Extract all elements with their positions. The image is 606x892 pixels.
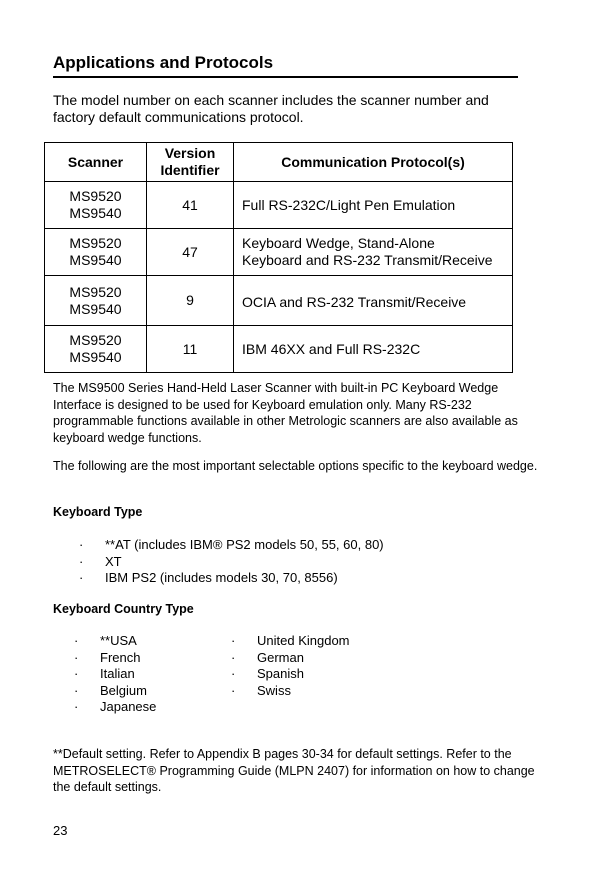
list-item (231, 683, 350, 700)
list-item (79, 554, 384, 571)
version-cell: 9 (147, 276, 234, 326)
options-paragraph: The following are the most important selectable options specific to the keyboard wedge. (53, 459, 538, 473)
version-cell: 41 (147, 182, 234, 229)
protocol-cell (234, 276, 513, 326)
header-scanner: Scanner (45, 143, 147, 182)
protocol-cell (234, 326, 513, 373)
scanner-model: MS9540 (69, 349, 122, 365)
bullet-icon: · (231, 666, 236, 681)
scanner-model: MS9540 (69, 252, 122, 268)
protocol-line: OCIA and RS-232 Transmit/Receive (242, 293, 467, 310)
page-number: 23 (53, 823, 68, 838)
list-item (231, 666, 350, 683)
table-row (45, 276, 513, 326)
scanner-cell (45, 326, 147, 373)
scanner-cell (45, 276, 147, 326)
keyboard-type-list (79, 537, 384, 587)
scanner-model: MS9540 (69, 205, 122, 221)
list-item (74, 633, 156, 650)
list-item-label: French (100, 649, 141, 665)
protocol-line: IBM 46XX and Full RS-232C (242, 340, 421, 357)
scanner-cell (45, 182, 147, 229)
table-row (45, 229, 513, 276)
keyboard-type-heading: Keyboard Type (53, 505, 143, 519)
intro-paragraph: The model number on each scanner includes the scanner number and factory default communications protocol. (53, 92, 489, 125)
header-protocol: Communication Protocol(s) (234, 143, 513, 182)
country-list-right (231, 633, 350, 699)
list-item (79, 537, 384, 554)
bullet-icon: · (231, 633, 236, 648)
protocol-cell (234, 182, 513, 229)
footnote: **Default setting. Refer to Appendix B pages 30-34 for default settings. Refer to the METROSELECT® Programming Guide (MLPN 2407) for information on how to change the default settings. (53, 747, 535, 794)
protocol-line: Keyboard and RS-232 Transmit/Receive (242, 252, 493, 268)
scanner-model: MS9520 (69, 235, 122, 251)
list-item-label: Japanese (100, 699, 157, 714)
version-cell: 11 (147, 326, 234, 373)
list-item-label: Italian (100, 666, 135, 681)
list-item (74, 699, 156, 716)
scanner-model: MS9540 (69, 300, 122, 317)
bullet-icon: · (79, 537, 84, 552)
header-version-line1: Version (164, 145, 216, 161)
header-version-line2: Identifier (160, 162, 220, 178)
list-item-label: Belgium (100, 682, 147, 698)
list-item-label: XT (105, 553, 122, 569)
protocol-cell (234, 229, 513, 276)
bullet-icon: · (231, 649, 236, 665)
list-item-label: **USA (100, 633, 137, 648)
header-version (147, 143, 234, 182)
keyboard-country-heading: Keyboard Country Type (53, 602, 194, 616)
version-cell: 47 (147, 229, 234, 276)
list-item-label: IBM PS2 (includes models 30, 70, 8556) (105, 570, 338, 585)
bullet-icon: · (79, 553, 84, 569)
list-item-label: German (257, 649, 304, 665)
protocol-line: Full RS-232C/Light Pen Emulation (242, 196, 456, 213)
list-item-label: **AT (includes IBM® PS2 models 50, 55, 60, 80) (105, 537, 384, 552)
page-heading: Applications and Protocols (53, 53, 518, 78)
list-item (79, 570, 384, 587)
country-list-left (74, 633, 156, 716)
protocol-table (44, 142, 513, 373)
list-item-label: Swiss (257, 682, 291, 698)
table-row (45, 182, 513, 229)
table-header-row (45, 143, 513, 182)
wedge-paragraph: The MS9500 Series Hand-Held Laser Scanner with built-in PC Keyboard Wedge Interface is designed to be used for Keyboard emulation only. Many RS-232 programmable functions available in other Metrologic scanners are also available as keyboard wedge functions. (53, 381, 518, 445)
scanner-model: MS9520 (69, 283, 122, 300)
protocol-line: Keyboard Wedge, Stand-Alone (242, 235, 435, 251)
scanner-model: MS9520 (69, 332, 122, 348)
bullet-icon: · (74, 633, 79, 648)
bullet-icon: · (79, 570, 84, 585)
list-item (231, 650, 350, 667)
list-item (231, 633, 350, 650)
bullet-icon: · (74, 699, 79, 714)
scanner-model: MS9520 (69, 188, 122, 204)
list-item (74, 683, 156, 700)
list-item-label: United Kingdom (257, 633, 350, 648)
scanner-cell (45, 229, 147, 276)
bullet-icon: · (74, 682, 79, 698)
list-item (74, 666, 156, 683)
bullet-icon: · (74, 649, 79, 665)
list-item (74, 650, 156, 667)
list-item-label: Spanish (257, 666, 304, 681)
table-row (45, 326, 513, 373)
bullet-icon: · (74, 666, 79, 681)
bullet-icon: · (231, 682, 236, 698)
